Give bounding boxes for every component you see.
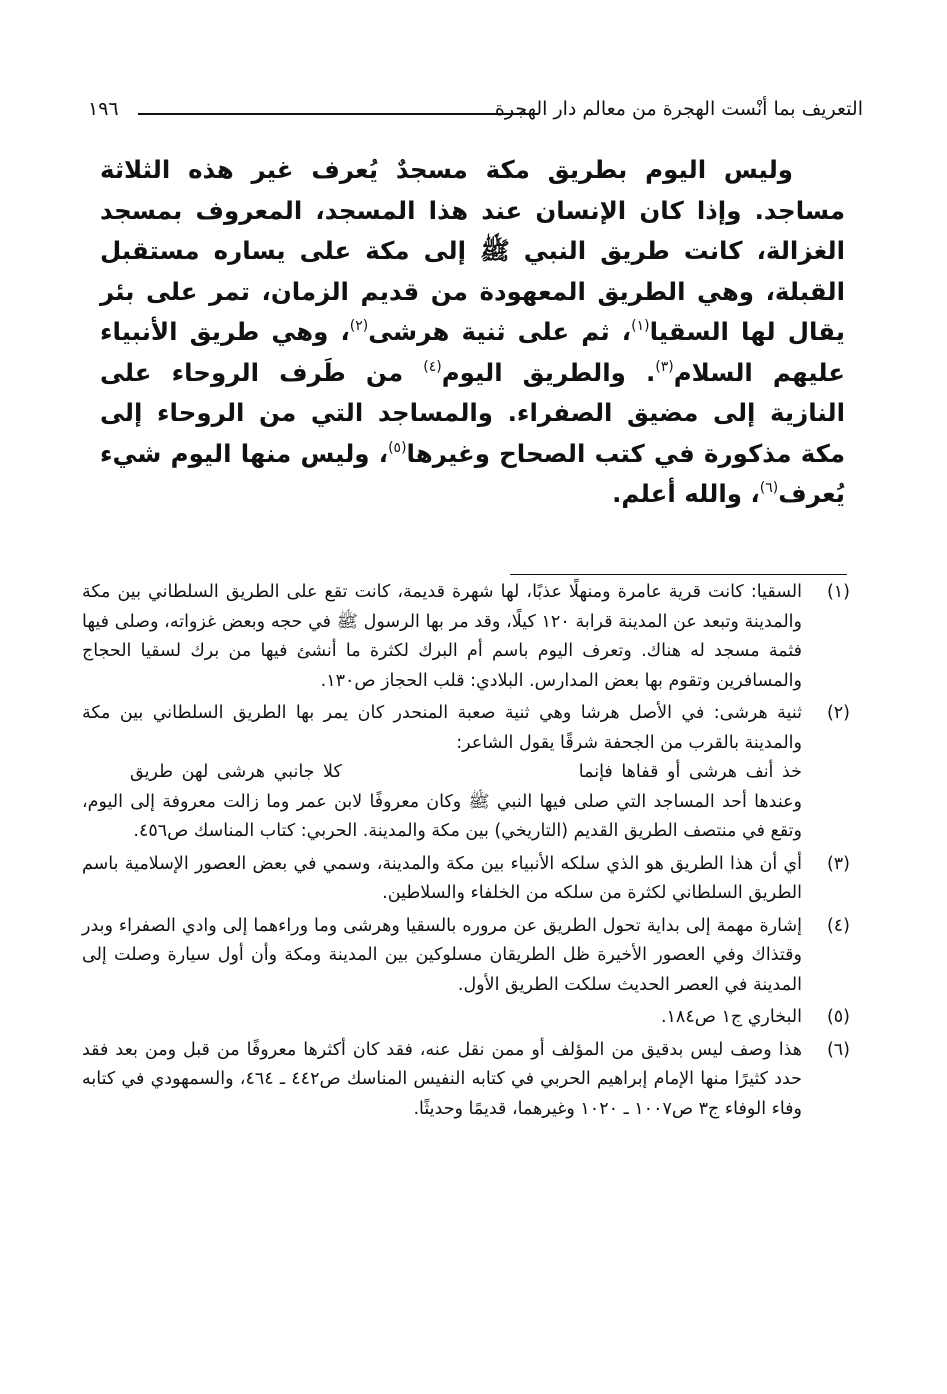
verse-first-hemistich: خذ أنف هرشى أو قفاها فإنما (578, 762, 802, 782)
footnote-6 (82, 1036, 850, 1125)
text-segment: من طَرف الروحاء على النازية إلى مضيق الصفراء. والمساجد التي من الروحاء إلى مكة مذكورة في كتب الصحاح وغيرها (100, 357, 845, 468)
text-segment: . والطريق اليوم (441, 357, 656, 387)
footnote-ref[interactable]: (٢) (349, 318, 369, 334)
verse-second-hemistich: كلا جانبي هرشى لهن طريق (130, 762, 342, 782)
footnote-ref[interactable]: (١) (631, 318, 650, 334)
footnote-3 (82, 850, 850, 909)
footnote-4 (82, 912, 850, 1001)
footnote-text: أي أن هذا الطريق هو الذي سلكه الأنبياء بين مكة والمدينة، وسمي في بعض العصور الإسلامية باسم الطريق السلطاني لكثرة من سلكه من الخلفاء والسلاطين. (82, 853, 802, 903)
footnote-ref[interactable]: (٣) (655, 358, 674, 375)
footnote-5 (82, 1003, 850, 1033)
poetry-verse (82, 758, 802, 788)
footnote-text: البخاري ج١ ص١٨٤. (660, 1007, 802, 1027)
footnote-text: هذا وصف ليس بدقيق من المؤلف أو ممن نقل عنه، فقد كان أكثرها معروفًا من قبل ومن بعد فقد حدد كثيرًا منها الإمام إبراهيم الحربي في كتابه النفيس المناسك ص٤٤٢ ـ ٤٦٤، والسمهودي في كتابه وفاء الوفاء ج٣ ص١٠٠٧ ـ ١٠٢٠ وغيرهما، قديمًا وحديثًا. (82, 1039, 802, 1119)
footnote-marker: (٦) (826, 1039, 850, 1060)
text-segment: ، وهي طريق الأنبياء عليهم السلام (100, 317, 845, 387)
page-number: ١٩٦ (88, 98, 119, 120)
footnote-2 (82, 699, 850, 847)
header-rule (138, 113, 538, 115)
text-segment: ، ثم على ثنية هرشى (368, 317, 632, 346)
main-paragraph (100, 150, 845, 515)
footnote-text-continued: وعندها أحد المساجد التي صلى فيها النبي ﷺ وكان معروفًا لابن عمر وما زالت معروفة إلى اليوم، وتقع في منتصف الطريق القديم (التاريخي) بين مكة والمدينة. الحربي: كتاب المناسك ص٤٥٦. (82, 791, 802, 841)
footnote-marker: (١) (826, 582, 850, 602)
footnote-separator (510, 574, 847, 575)
footnote-text: السقيا: كانت قرية عامرة ومنهلًا عذبًا، لها شهرة قديمة، كانت تقع على الطريق السلطاني بين مكة والمدينة وتبعد عن المدينة قرابة ١٢٠ كيلًا، وقد مر بها الرسول ﷺ في حجه وبعض غزواته، وصلى فيها فثمة مسجد له هناك. وتعرف اليوم باسم أم البرك لكثرة ما أنشئ فيها من برك لسقيا الحجاج والمسافرين وتقوم بها بعض المدارس. البلادي: قلب الحجاز ص١٣٠. (82, 582, 802, 691)
footnote-marker: (٤) (826, 915, 850, 936)
footnote-marker: (٢) (826, 703, 850, 723)
footnotes (82, 578, 850, 1127)
footnote-ref[interactable]: (٦) (759, 480, 779, 496)
running-header (88, 96, 863, 126)
footnote-marker: (٣) (826, 853, 850, 874)
text-segment: ، وليس منها اليوم شيء يُعرف (100, 438, 845, 508)
text-segment: وليس اليوم بطريق مكة مسجدٌ يُعرف غير هذه الثلاثة مساجد. وإذا كان الإنسان عند هذا المسجد، المعروف بمسجد الغزالة، كانت طريق النبي ﷺ إلى مكة على يساره مستقبل القبلة، وهي الطريق المعهودة من قديم الزمان، تمر على بئر يقال لها السقيا (100, 155, 845, 346)
main-text (100, 150, 845, 515)
running-header-title: التعريف بما أنْست الهجرة من معالم دار الهجرة (494, 98, 863, 120)
footnote-text: إشارة مهمة إلى بداية تحول الطريق عن مروره بالسقيا وهرشى وما وراءهما إلى وادي الصفراء وبدر وقتذاك وفي العصور الأخيرة ظل الطريقان مسلوكين بين المدينة ومكة وأن أول سيارة وصلت إلى المدينة في العصر الحديث سلكت الطريق الأول. (82, 915, 802, 995)
footnote-1 (82, 578, 850, 696)
footnote-marker: (٥) (826, 1007, 850, 1027)
footnote-ref[interactable]: (٥) (388, 439, 407, 456)
footnote-ref[interactable]: (٤) (423, 358, 442, 375)
text-segment: ، والله أعلم. (612, 479, 760, 508)
footnote-text: ثنية هرشى: في الأصل هرشا وهي ثنية صعبة المنحدر كان يمر بها الطريق السلطاني بين مكة والمدينة بالقرب من الجحفة شرقًا يقول الشاعر: (82, 703, 802, 753)
